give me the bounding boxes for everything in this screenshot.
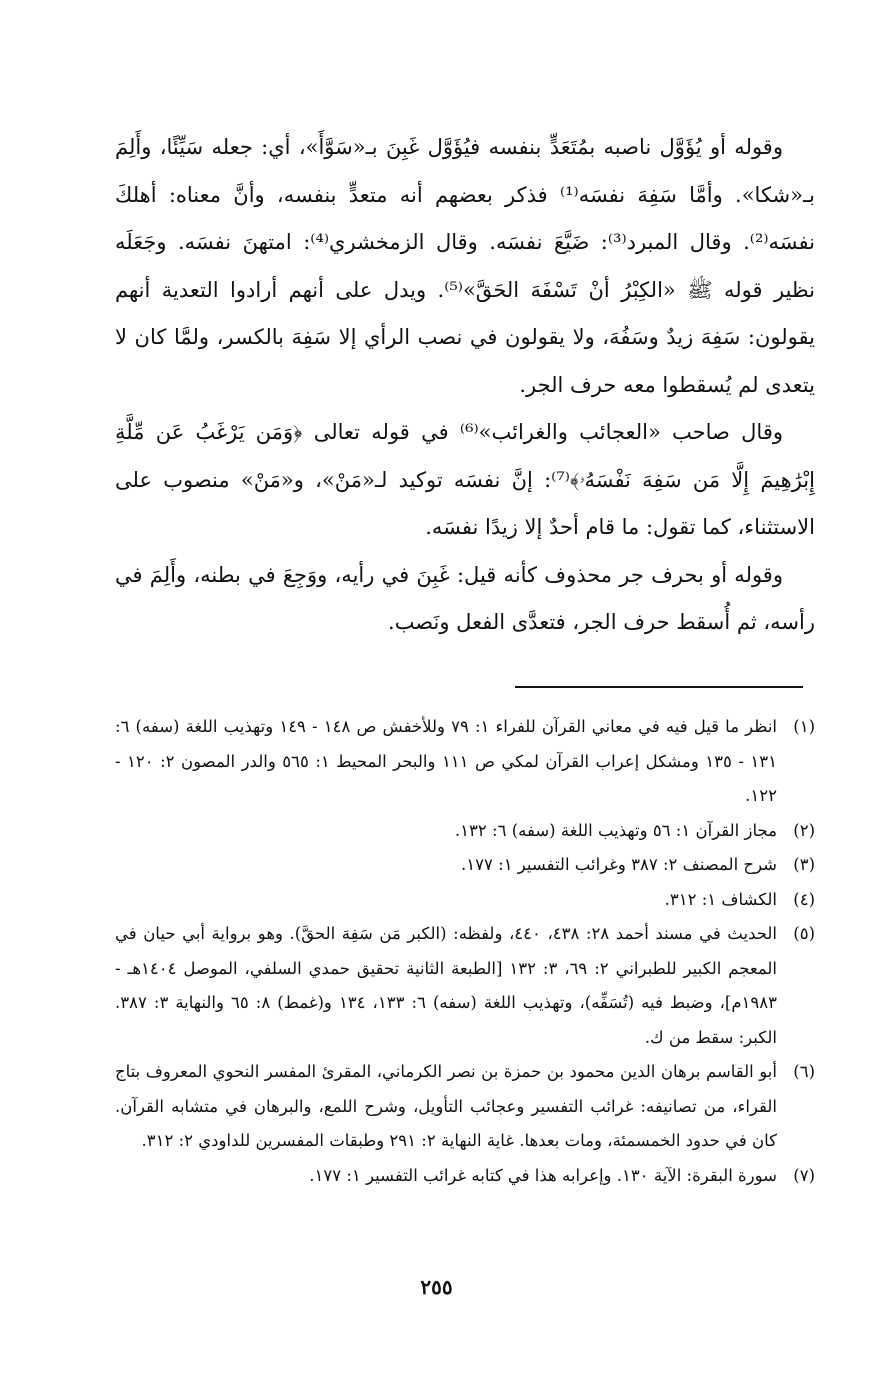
footnote-number: (٦) xyxy=(793,1062,815,1081)
footnote-2 xyxy=(115,814,815,849)
footnote-text: الحديث في مسند أحمد ٢٨: ٤٣٨، ٤٤٠، ولفظه: (الكبر مَن سَفِهَ الحقَّ). وهو برواية أبي حيان في المعجم الكبير للطبراني ٢: ٦٩، ٣: ١٣٢ [الطبعة الثانية تحقيق حمدي السلفي، الموصل ١٤٠٤هـ - ١٩٨٣م]، وضبط فيه (تُسَفِّه)، وتهذيب اللغة (سفه) ٦: ١٣٣، ١٣٤ و(غمط) ٨: ٦٥ والنهاية ٣: ٣٨٧. الكبر: سقط من ك. xyxy=(115,924,777,1047)
footnote-text: مجاز القرآن ١: ٥٦ وتهذيب اللغة (سفه) ٦: ١٣٢. xyxy=(454,820,777,840)
footnote-3 xyxy=(115,848,815,883)
footnote-7 xyxy=(115,1159,815,1194)
footnote-4 xyxy=(115,883,815,918)
paragraph-3: وقوله أو بحرف جر محذوف كأنه قيل: غَبِنَ في رأيه، ووَجِعَ في بطنه، وأَلِمَ في رأسه، ثم أُسقط حرف الجر، فتعدَّى الفعل ونَصب. xyxy=(115,562,815,634)
paragraph-1: وقوله أو يُؤَوَّل ناصبه بمُتَعَدٍّ بنفسه فيُؤَوَّل غَبِنَ بـ«سَوَّأَ»، أي: جعله سَيِّئًا، وأَلِمَ بـ«شكا». وأمَّا سَفِهَ نفسَه⁽¹⁾ فذكر بعضهم أنه متعدٍّ بنفسه، وأنَّ معناه: أهلكَ نفسَه⁽²⁾. وقال المبرد⁽³⁾: ضَيَّعَ نفسَه. وقال الزمخشري⁽⁴⁾: امتهنَ نفسَه. وجَعَلَه نظير قوله ﷺ «الكِبْرُ أنْ تَسْفَهَ الحَقَّ»⁽⁵⁾. ويدل على أنهم أرادوا التعدية أنهم يقولون: سَفِهَ زيدٌ وسَفُهَ، ولا يقولون في نصب الرأي إلا سَفِهَ بالكسر، ولمَّا كان لا يتعدى لم يُسقطوا معه حرف الجر. xyxy=(115,135,815,397)
footnote-text: الكشاف ١: ٣١٢. xyxy=(664,889,777,909)
footnote-divider xyxy=(515,686,803,688)
footnote-text: سورة البقرة: الآية ١٣٠. وإعرابه هذا في كتابه غرائب التفسير ١: ١٧٧. xyxy=(309,1165,777,1185)
footnote-number: (١) xyxy=(793,717,815,736)
footnote-text: شرح المصنف ٢: ٣٨٧ وغرائب التفسير ١: ١٧٧. xyxy=(461,855,777,874)
footnote-text: أبو القاسم برهان الدين محمود بن حمزة بن نصر الكرماني، المقرئ المفسر النحوي المعروف بتاج القراء، من تصانيفه: غرائب التفسير وعجائب التأويل، وشرح اللمع، والبرهان في متشابه القرآن. كان في حدود الخمسمئة، ومات بعدها. غاية النهاية ٢: ٢٩١ وطبقات المفسرين للداودي ٢: ٣١٢. xyxy=(115,1062,777,1150)
footnote-1 xyxy=(115,710,815,814)
main-text xyxy=(115,124,815,647)
page-number: ٢٥٥ xyxy=(420,1275,453,1299)
footnote-text: انظر ما قيل فيه في معاني القرآن للفراء ١: ٧٩ وللأخفش ص ١٤٨ - ١٤٩ وتهذيب اللغة (سفه) ٦: ١٣١ - ١٣٥ ومشكل إعراب القرآن لمكي ص ١١١ والبحر المحيط ١: ٥٦٥ والدر المصون ٢: ١٢٠ - ١٢٢. xyxy=(115,717,777,805)
footnotes xyxy=(115,710,815,1193)
footnote-number: (٢) xyxy=(793,820,815,840)
paragraph-2: وقال صاحب «العجائب والغرائب»⁽⁶⁾ في قوله تعالى ﴿وَمَن يَرْغَبُ عَن مِّلَّةِ إِبْرَٰهِيمَ إِلَّا مَن سَفِهَ نَفْسَهُۥ﴾⁽⁷⁾: إنَّ نفسَه توكيد لـ«مَنْ»، و«مَنْ» منصوب على الاستثناء، كما تقول: ما قام أحدٌ إلا زيدًا نفسَه. xyxy=(115,420,815,539)
footnote-number: (٣) xyxy=(793,855,815,874)
footnote-6 xyxy=(115,1055,815,1159)
footnote-number: (٥) xyxy=(793,924,815,943)
footnote-number: (٤) xyxy=(793,889,815,909)
footnote-5 xyxy=(115,917,815,1055)
footnote-number: (٧) xyxy=(793,1165,815,1185)
